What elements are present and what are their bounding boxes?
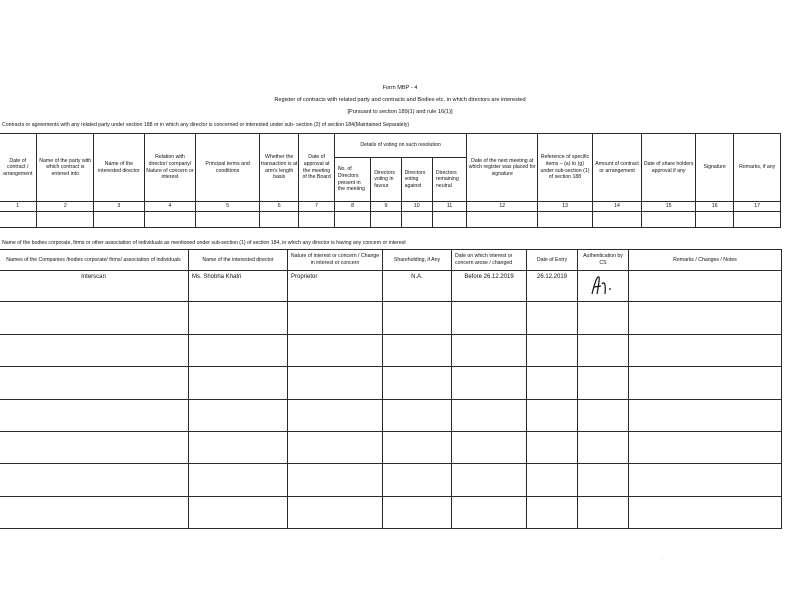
register-title: Register of contracts with related party and contracts and Bodies etc. in which directors are interested (274, 97, 526, 103)
table-row (0, 497, 782, 529)
header-amount: Amount of contract or arrangement (592, 134, 642, 202)
column-number: 6 (259, 202, 298, 212)
column-number-row (0, 202, 781, 212)
nature-cell: Proprietor (288, 271, 383, 302)
section1-title: Contracts or agreements with any related party under section 188 or in which any director is concerned or interested under sub- section (2) of section 184(Maintained Separately) (2, 122, 410, 128)
header-date-arose: Date on which interest or concern arose / changed (452, 250, 527, 271)
header-date-of-approval: Date of approval at the meeting of the Board (299, 134, 334, 202)
column-number: 5 (196, 202, 260, 212)
header-interested-director: Name of the interested director (189, 250, 288, 271)
related-party-contracts-table (0, 133, 781, 228)
header-authentication: Authentication by CS (578, 250, 629, 271)
date-arose-cell: Before 26.12.2019 (452, 271, 527, 302)
table-row (0, 432, 782, 464)
column-number: 4 (144, 202, 196, 212)
header-remarks: Remarks, if any (734, 134, 781, 202)
header-voting-against: Directors voting against (401, 158, 432, 202)
header-reference: Reference of specific items – (a) to (g) under sub-section (1) of section 188 (538, 134, 593, 202)
column-number: 12 (467, 202, 538, 212)
header-company-names: Names of the Companies /bodies corporate/ firms/ association of individuals (0, 250, 189, 271)
header-date-of-contract: Date of contract / arrangement (0, 134, 37, 202)
column-number: 8 (334, 202, 370, 212)
header-relation: Relation with director/ company/ Nature of concern or interest (144, 134, 196, 202)
column-number: 1 (0, 202, 37, 212)
table-row (0, 212, 781, 228)
authentication-cell (578, 271, 629, 302)
column-number: 11 (432, 202, 466, 212)
register-subtitle: [Pursuant to section 189(1) and rule 16(1)] (347, 109, 453, 115)
column-number: 13 (538, 202, 593, 212)
column-number: 15 (642, 202, 696, 212)
header-principal-terms: Principal terms and conditions (196, 134, 260, 202)
table-row (0, 367, 782, 400)
column-number: 16 (695, 202, 733, 212)
table-row (0, 400, 782, 432)
table-row (0, 335, 782, 367)
header-voting-group: Details of voting on such resolution (334, 134, 467, 158)
header-date-of-entry: Date of Entry (527, 250, 578, 271)
section2-title: Name of the bodies corporate, firms or other association of individuals as mentioned under sub-section (1) of section 184, in which any director is having any concern or interest (2, 240, 406, 246)
header-name-of-director: Name of the interested director (94, 134, 145, 202)
header-signature: Signature (695, 134, 733, 202)
shareholding-cell: N.A. (383, 271, 452, 302)
column-number: 14 (592, 202, 642, 212)
header-remarks-notes: Remarks / Changes / Notes (629, 250, 782, 271)
table-row (0, 302, 782, 335)
interest-in-bodies-corporate-table (0, 249, 782, 529)
column-number: 17 (734, 202, 781, 212)
header-name-of-party: Name of the party with which contract is entered into (37, 134, 94, 202)
header-remaining-neutral: Directors remaining neutral (432, 158, 466, 202)
column-number: 2 (37, 202, 94, 212)
header-nature: Nature of interest or concern / Change in interest or concern (288, 250, 383, 271)
remarks-cell (629, 271, 782, 302)
header-shareholder-approval: Date of share holders approval if any (642, 134, 696, 202)
header-voting-in-favour: Directors voting in favour (371, 158, 401, 202)
column-number: 7 (299, 202, 334, 212)
director-name-cell: Ms. Shobha Khatri (189, 271, 288, 302)
column-number: 3 (94, 202, 145, 212)
cs-signature-icon (588, 274, 618, 296)
column-number: 10 (401, 202, 432, 212)
table-row (0, 271, 782, 302)
company-name-cell: Interscan (0, 271, 189, 302)
header-no-of-directors: No. of Directors present in the meeting (334, 158, 370, 202)
form-name: Form MBP - 4 (382, 85, 418, 91)
header-next-meeting: Date of the next meeting at which register was placed for signature (467, 134, 538, 202)
table-row (0, 464, 782, 497)
header-arms-length: Whether the transaction is at arm's length basis (259, 134, 298, 202)
date-of-entry-cell: 26.12.2019 (527, 271, 578, 302)
header-shareholding: Shareholding, if Any (383, 250, 452, 271)
column-number: 9 (371, 202, 401, 212)
scan-speck: · (662, 556, 664, 562)
